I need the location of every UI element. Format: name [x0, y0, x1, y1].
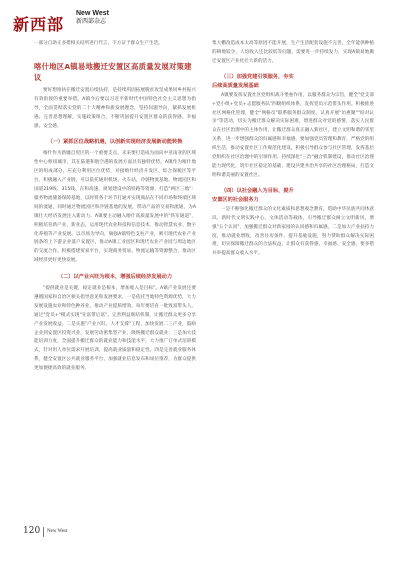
body-paragraph: A镇要发挥安置社区党组织战斗堡垒作用，以服务群众为宗旨，健全"党支部+党小组+党员+志愿服务队"四级组织体系，发挥党员示范带头作用。积极推进社区网格化管理，健全"网格员"联系服务群众制度，认真开展"访惠聚""结对认亲"等活动，切实为搬迁群众解决实际困难，增进群众对党的感情，落实人民群众在社区治理中的主体作用，让搬迁群众真正融入新社区，建立文明和谐的邻里关系，进一步增强群众的归属感和幸福感。要加强党员管理和教育，严格党的组织生活，推动安置社区工作规范化建设。积极引导群众参与社区管理，发挥基层党组织在社区治理中的引领作用。持续深化"三治"融合机制建设，推动社区治理能力现代化，筑牢社区稳定的基础，建设共建共治共享的社区治理格局，打造文明和谐美丽的安置社区。	[212, 92, 374, 178]
intro-paragraph: 一部分自助正多措相关结所进行代言，不方证于群众生产生活。	[34, 41, 163, 46]
right-column	[212, 40, 374, 259]
footer-magazine-name: New West	[47, 529, 68, 534]
body-paragraph: 集大棚改造成本太高等原因不能开展，生产生活配套设施不完善，全年能供种植的耕地较少，人均收入还比较低等问题，需要进一步持续发力，实现A镇易地搬迁安置区产业化壮大新的活力。	[212, 41, 374, 64]
magazine-logo-en	[76, 10, 109, 26]
page-footer	[0, 524, 402, 568]
subheading-3-line2: 后续高质量发展基础	[212, 83, 259, 90]
body-paragraph: 要好想推执在搬迁安置后续扶持，是持续巩固拓展脱贫攻坚成果同乡村振兴有效衔接的重要举措。A镇今后要以习近平新时代中国特色社会主义思想为指导，全面贯彻落实党的二十大精神和新发展理念，坚持问题导向，紧抓发展机遇，完善思想理解，实施政策组合，不断巩固提升安置区群众的获得感、幸福感、安全感。	[34, 87, 196, 129]
subheading-2: （二）以产业兴旺为根本，增强后续经济发展动力	[57, 274, 173, 281]
body-paragraph: 喀什作为新疆自贸区的一个重要支点，未来要打造成为面向中亚南亚的区域性中心枢纽城市，其在陆港和航空港的发展方面具有独特优势。A镇作为喀什地区的组成部分，应充分利用区位优势，对接喀什经济开发区、综合保税区等平台，积极融入产业链。可以依托通用机场、火车站、冷链物流基地、物流园区和国道219线、315线、在和高速、规划建设中的铁路等资源，打造"两区三地"：服务物流储备保障基地，以时将各个环节打通并实现商品在不同市场和终端区域间的流通，同时通过物流园区和冷链基地的发展，带动产品的交易和流通，为A镇壮大经济发展注入新动力。A镇要主动融入喀什高质量发展中的"铁军通道"，积极培育新产业、新业态，运用现代农业科技和信息技术，推动智慧农业、数字化养殖等产业发展。以市场为导向，做强A镇特色支柱产业，吸引现代农业产业链条的上下游企业落户安置区，推动A镇工业园区和现代农业产业园与周边地区的交流合作。积极搭建贸易平台，实现商务贸易、物流运输等资源整合，推动区域经济更好更快发展。	[34, 151, 196, 264]
subheading-1: （一）紧抓区位战略机遇，以创新实现经济发展新动能转换	[47, 139, 183, 146]
body-paragraph: "提供就业是关键，稳定就业是根本，增加收入是目标"。A镇产业发展还要遵循国家和自治区相关指导意见和发展要求，一是依托当地特色资源优势，大力发展设施农业和特色种养业，推动产业提质增效，每年要培育一批致富带头人，通过"党员+"模式实现"先富带后富"。完善利益联结机制，让搬迁群众更多分享产业发展收益。二是实施"产业兴旺、人才支撑"工程，加快发展二三产业，鼓励企业到安置区投资兴业，发展劳动密集型产业，吸纳搬迁群众就业；三是加大技能培训力度，全面提升搬迁群众的就业能力和技能水平，大力推广订单式培训模式，针对用人单位需求开展培训，提高就业质量和稳定性。四是完善就业服务体系，健全安置区公共就业服务平台，加强就业信息发布和岗位推荐，为群众提供更加便捷高效的就业服务。	[34, 286, 196, 372]
footer-divider	[43, 527, 44, 537]
subheading-3-line1: （三）加强党建引领服务，夯实	[221, 73, 294, 80]
page-number: 120	[23, 526, 41, 536]
left-column	[34, 40, 196, 374]
logo-en-line1: New West	[76, 10, 109, 17]
subheading-4-line2: 安置区的社会服务力	[212, 197, 259, 204]
body-paragraph: 一是不断强化搬迁群众的文化素质和思想观念教育，借助中华民族共同体意识、新时代文明实践中心、文体活动等载体，引导搬迁群众树立文明新风，增强"五个认同"，加强搬迁群众对新家园的认同感和归属感。二是加大产业扶持力度，推动就业增收，改善住房条件，提升基础设施，努力帮助群众解决实际困难，切实保障搬迁群众的合法权益，让群众有获得感、幸福感、安全感，要多措并举提高群众收入水平。	[212, 206, 374, 257]
subheading-4-line1: （四）以社会融入为目标，提升	[221, 187, 294, 194]
page-header	[0, 0, 402, 34]
section-heading: 喀什地区A镇易地搬迁安置区高质量发展对策建议	[34, 61, 192, 82]
magazine-logo: 新西部	[13, 15, 65, 34]
logo-en-line2: 新西部杂志	[76, 19, 107, 25]
